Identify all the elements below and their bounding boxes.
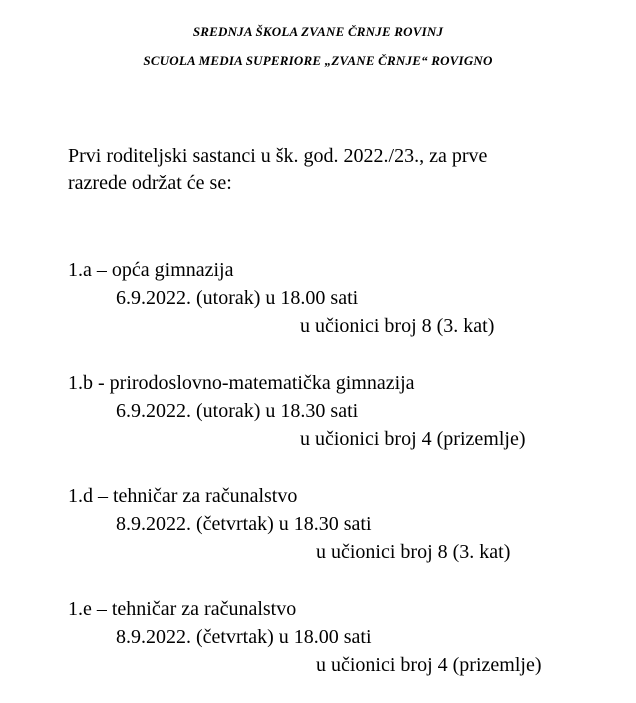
- meeting-room: u učionici broj 8 (3. kat): [300, 315, 495, 337]
- meeting-datetime: 8.9.2022. (četvrtak) u 18.30 sati: [116, 513, 372, 535]
- meeting-class-title: 1.d – tehničar za računalstvo: [68, 485, 298, 507]
- meeting-class-title: 1.b - prirodoslovno-matematička gimnazija: [68, 372, 415, 394]
- intro-paragraph: [68, 143, 608, 197]
- school-name-italian: SCUOLA MEDIA SUPERIORE „ZVANE ČRNJE“ ROVIGNO: [143, 53, 493, 68]
- intro-line-1: Prvi roditeljski sastanci u šk. god. 2022./23., za prve: [68, 145, 488, 167]
- meeting-class-title: 1.a – opća gimnazija: [68, 259, 234, 281]
- intro-line-2: razrede održat će se:: [68, 172, 232, 194]
- meeting-datetime: 6.9.2022. (utorak) u 18.00 sati: [116, 287, 359, 309]
- school-name-croatian: SREDNJA ŠKOLA ZVANE ČRNJE ROVINJ: [192, 24, 444, 39]
- meeting-class-title: 1.e – tehničar za računalstvo: [68, 598, 297, 620]
- meeting-datetime: 6.9.2022. (utorak) u 18.30 sati: [116, 400, 359, 422]
- meeting-datetime: 8.9.2022. (četvrtak) u 18.00 sati: [116, 626, 372, 648]
- meeting-room: u učionici broj 4 (prizemlje): [300, 428, 526, 450]
- meeting-room: u učionici broj 4 (prizemlje): [316, 654, 542, 676]
- meeting-room: u učionici broj 8 (3. kat): [316, 541, 511, 563]
